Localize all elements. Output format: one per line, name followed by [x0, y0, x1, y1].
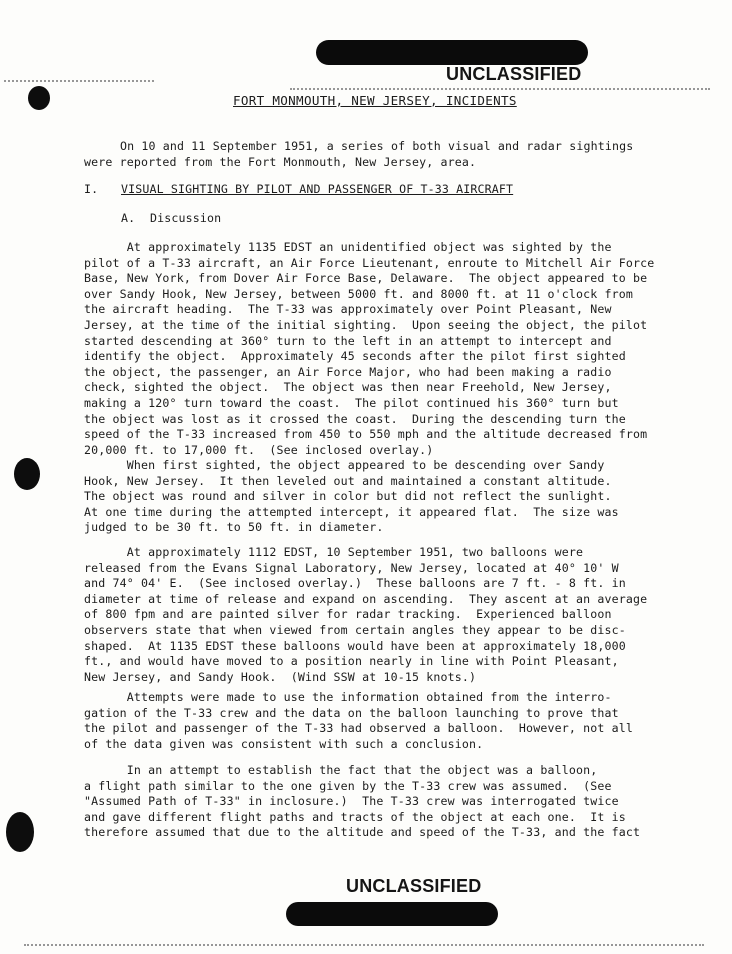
text-line: making a 120° turn toward the coast. The pilot continued his 360° turn but: [84, 395, 619, 410]
text-line: were reported from the Fort Monmouth, New Jersey, area.: [84, 154, 477, 169]
punch-hole-bottom: [6, 812, 34, 852]
text-line: gation of the T-33 crew and the data on the balloon launching to prove that: [84, 705, 619, 720]
text-line: On 10 and 11 September 1951, a series of both visual and radar sightings: [120, 139, 634, 153]
text-line: diameter at time of release and expand on ascending. They ascent at an average: [84, 591, 648, 606]
section-number: I.: [84, 182, 99, 196]
section-title: VISUAL SIGHTING BY PILOT AND PASSENGER OF T-33 AIRCRAFT: [121, 182, 514, 196]
scan-noise: [4, 80, 154, 84]
text-line: speed of the T-33 increased from 450 to 550 mph and the altitude decreased from: [84, 427, 648, 442]
punch-hole-middle: [14, 458, 40, 490]
text-line: ft., and would have moved to a position nearly in line with Point Pleasant,: [84, 654, 619, 669]
text-line: the object, the passenger, an Air Force Major, who had been making a radio: [84, 364, 612, 379]
text-line: New Jersey, and Sandy Hook. (Wind SSW at 10-15 knots.): [84, 669, 477, 684]
text-line: The object was round and silver in color but did not reflect the sunlight.: [84, 489, 612, 504]
text-line: a flight path similar to the one given by the T-33 crew was assumed. (See: [84, 778, 612, 793]
text-line: started descending at 360° turn to the left in an attempt to intercept and: [84, 333, 612, 348]
text-line: observers state that when viewed from certain angles they appear to be disc-: [84, 622, 626, 637]
text-line: Attempts were made to use the information obtained from the interro-: [84, 690, 612, 704]
text-line: and 74° 04' E. (See inclosed overlay.) These balloons are 7 ft. - 8 ft. in: [84, 576, 626, 591]
text-line: Base, New York, from Dover Air Force Base, Delaware. The object appeared to be: [84, 271, 648, 286]
paragraph-5: [84, 763, 684, 841]
text-line: judged to be 30 ft. to 50 ft. in diameter.: [84, 520, 384, 535]
text-line: When first sighted, the object appeared to be descending over Sandy: [84, 458, 605, 472]
punch-hole-top: [28, 86, 50, 110]
text-line: Hook, New Jersey. It then leveled out and maintained a constant altitude.: [84, 473, 612, 488]
text-line: In an attempt to establish the fact that the object was a balloon,: [84, 763, 598, 777]
classification-stamp-top: UNCLASSIFIED: [446, 64, 582, 84]
classification-stamp-bottom: UNCLASSIFIED: [346, 876, 482, 896]
text-line: At one time during the attempted intercept, it appeared flat. The size was: [84, 504, 619, 519]
text-line: of the data given was consistent with such a conclusion.: [84, 736, 484, 751]
text-line: At approximately 1112 EDST, 10 September 1951, two balloons were: [84, 545, 584, 559]
text-line: the pilot and passenger of the T-33 had observed a balloon. However, not all: [84, 721, 634, 736]
document-title: FORT MONMOUTH, NEW JERSEY, INCIDENTS: [233, 93, 517, 108]
text-line: At approximately 1135 EDST an unidentified object was sighted by the: [84, 240, 612, 254]
intro-paragraph: [84, 139, 684, 170]
text-line: check, sighted the object. The object was then near Freehold, New Jersey,: [84, 380, 612, 395]
subsection-letter: A.: [121, 211, 136, 225]
text-line: over Sandy Hook, New Jersey, between 5000 ft. and 8000 ft. at 11 o'clock from: [84, 286, 634, 301]
text-line: and gave different flight paths and tracts of the object at each one. It is: [84, 809, 626, 824]
scan-noise: [290, 88, 710, 92]
redaction-mark-bottom: [286, 902, 498, 926]
text-line: identify the object. Approximately 45 seconds after the pilot first sighted: [84, 349, 626, 364]
text-line: shaped. At 1135 EDST these balloons would have been at approximately 18,000: [84, 638, 626, 653]
text-line: "Assumed Path of T-33" in inclosure.) The T-33 crew was interrogated twice: [84, 794, 619, 809]
paragraph-4: [84, 690, 684, 752]
text-line: 20,000 ft. to 17,000 ft. (See inclosed overlay.): [84, 442, 434, 457]
scan-noise: [24, 944, 704, 948]
paragraph-1: [84, 240, 684, 458]
text-line: released from the Evans Signal Laboratory, New Jersey, located at 40° 10' W: [84, 560, 619, 575]
text-line: therefore assumed that due to the altitude and speed of the T-33, and the fact: [84, 825, 641, 840]
subsection-title: Discussion: [150, 211, 222, 225]
text-line: the aircraft heading. The T-33 was approximately over Point Pleasant, New: [84, 302, 612, 317]
redaction-mark-top: [316, 40, 588, 65]
text-line: of 800 fpm and are painted silver for radar tracking. Experienced balloon: [84, 607, 612, 622]
text-line: the object was lost as it crossed the coast. During the descending turn the: [84, 411, 626, 426]
text-line: pilot of a T-33 aircraft, an Air Force Lieutenant, enroute to Mitchell Air Force: [84, 255, 655, 270]
paragraph-2: [84, 458, 684, 536]
text-line: Jersey, at the time of the initial sighting. Upon seeing the object, the pilot: [84, 317, 648, 332]
paragraph-3: [84, 545, 684, 685]
